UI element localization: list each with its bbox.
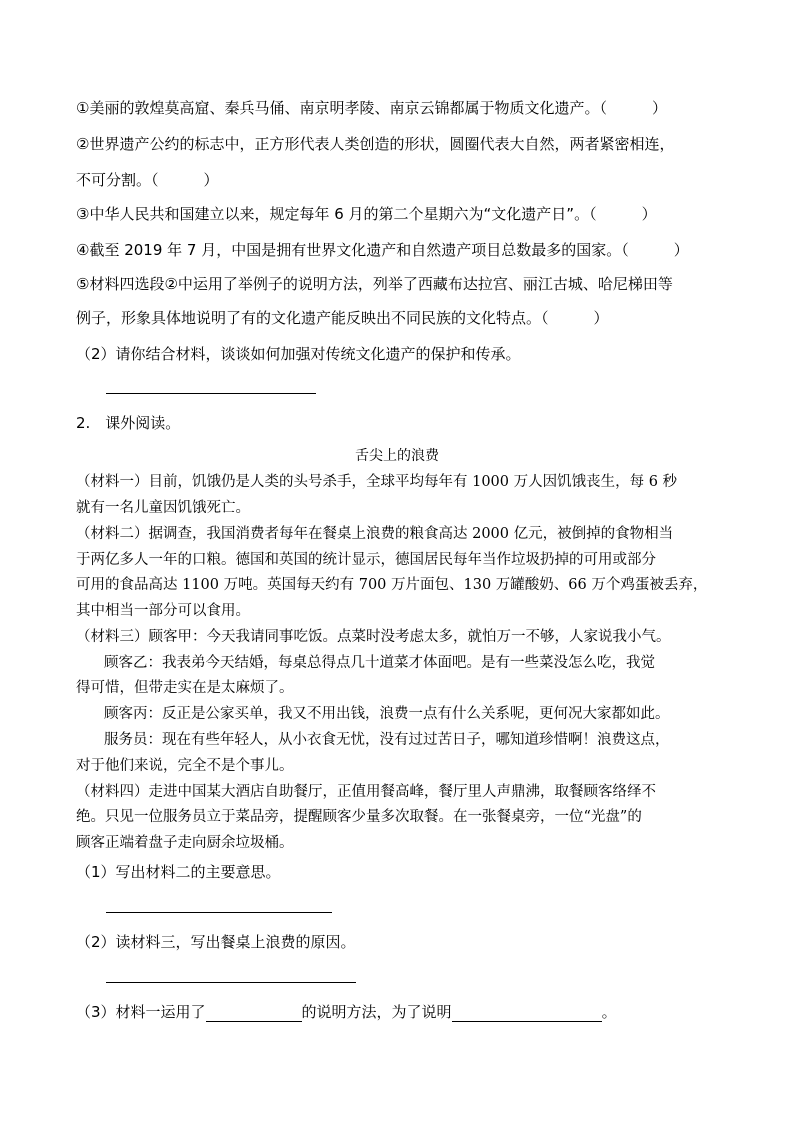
question-1-answer-line[interactable] xyxy=(106,912,332,913)
material-4-line-3: 顾客正端着盘子走向厨余垃圾桶。 xyxy=(76,835,294,851)
statement-3: ③中华人民共和国建立以来，规定每年 6 月的第二个星期六为“文化遗产日”。（ ） xyxy=(76,205,657,223)
statement-4: ④截至 2019 年 7 月，中国是拥有世界文化遗产和自然遗产项目总数最多的国家。（ ） xyxy=(76,241,689,259)
question-3 xyxy=(76,1002,617,1022)
material-2-line-1: （材料二）据调查，我国消费者每年在餐桌上浪费的粮食高达 2000 亿元，被倒掉的食物相当 xyxy=(76,526,674,542)
material-3-line-1: （材料三）顾客甲：今天我请同事吃饭。点菜时没考虑太多，就怕万一不够，人家说我小气。 xyxy=(76,629,671,645)
statement-5-line-1: ⑤材料四选段②中运用了举例子的说明方法，列举了西藏布达拉宫、丽江古城、哈尼梯田等 xyxy=(76,275,673,293)
material-4-line-2: 绝。只见一位服务员立于菜品旁，提醒顾客少量多次取餐。在一张餐桌旁，一位“光盘”的 xyxy=(76,809,642,825)
article-title: 舌尖上的浪费 xyxy=(355,448,439,464)
material-3-line-4: 顾客丙：反正是公家买单，我又不用出钱，浪费一点有什么关系呢，更何况大家都如此。 xyxy=(104,706,670,722)
question-3-blank-method[interactable] xyxy=(206,1005,302,1022)
material-1-line-1: （材料一）目前，饥饿仍是人类的头号杀手，全球平均每年有 1000 万人因饥饿丧生，每 6 秒 xyxy=(76,474,678,490)
material-1-line-2: 就有一名儿童因饥饿死亡。 xyxy=(76,500,250,516)
material-4-line-1: （材料四）走进中国某大酒店自助餐厅，正值用餐高峰，餐厅里人声鼎沸，取餐顾客络绎不 xyxy=(76,784,656,800)
material-2-line-4: 其中相当一部分可以食用。 xyxy=(76,603,250,619)
question-protect-heritage: （2）请你结合材料，谈谈如何加强对传统文化遗产的保护和传承。 xyxy=(76,345,521,363)
question-2: （2）读材料三，写出餐桌上浪费的原因。 xyxy=(76,933,356,951)
material-3-line-6: 对于他们来说，完全不是个事儿。 xyxy=(76,758,294,774)
material-3-line-3: 得可惜，但带走实在是太麻烦了。 xyxy=(76,680,294,696)
statement-1: ①美丽的敦煌莫高窟、秦兵马俑、南京明孝陵、南京云锦都属于物质文化遗产。（ ） xyxy=(76,99,667,117)
statement-5-line-2: 例子，形象具体地说明了有的文化遗产能反映出不同民族的文化特点。（ ） xyxy=(76,309,609,327)
answer-line[interactable] xyxy=(106,393,316,394)
question-3-prefix: （3）材料一运用了 xyxy=(76,1003,206,1021)
material-3-line-2: 顾客乙：我表弟今天结婚，每桌总得点几十道菜才体面吧。是有一些菜没怎么吃，我觉 xyxy=(104,655,655,671)
statement-2-line-2: 不可分割。（ ） xyxy=(76,171,219,189)
statement-2-line-1: ②世界遗产公约的标志中，正方形代表人类创造的形状，圆圈代表大自然，两者紧密相连， xyxy=(76,135,675,153)
material-2-line-2: 于两亿多人一年的口粮。德国和英国的统计显示，德国居民每年当作垃圾扔掉的可用或部分 xyxy=(76,552,656,568)
material-3-line-5: 服务员：现在有些年轻人，从小衣食无忧，没有过过苦日子，哪知道珍惜啊！浪费这点， xyxy=(104,732,670,748)
question-2-answer-line[interactable] xyxy=(106,982,356,983)
section-heading: 2. 课外阅读。 xyxy=(76,414,181,432)
question-3-middle: 的说明方法，为了说明 xyxy=(301,1003,452,1021)
question-3-blank-purpose[interactable] xyxy=(452,1005,602,1022)
material-2-line-3: 可用的食品高达 1100 万吨。英国每天约有 700 万片面包、130 万罐酸奶、66 万个鸡蛋被丢弃， xyxy=(76,577,708,593)
question-3-suffix: 。 xyxy=(601,1003,617,1021)
question-1: （1）写出材料二的主要意思。 xyxy=(76,863,281,881)
